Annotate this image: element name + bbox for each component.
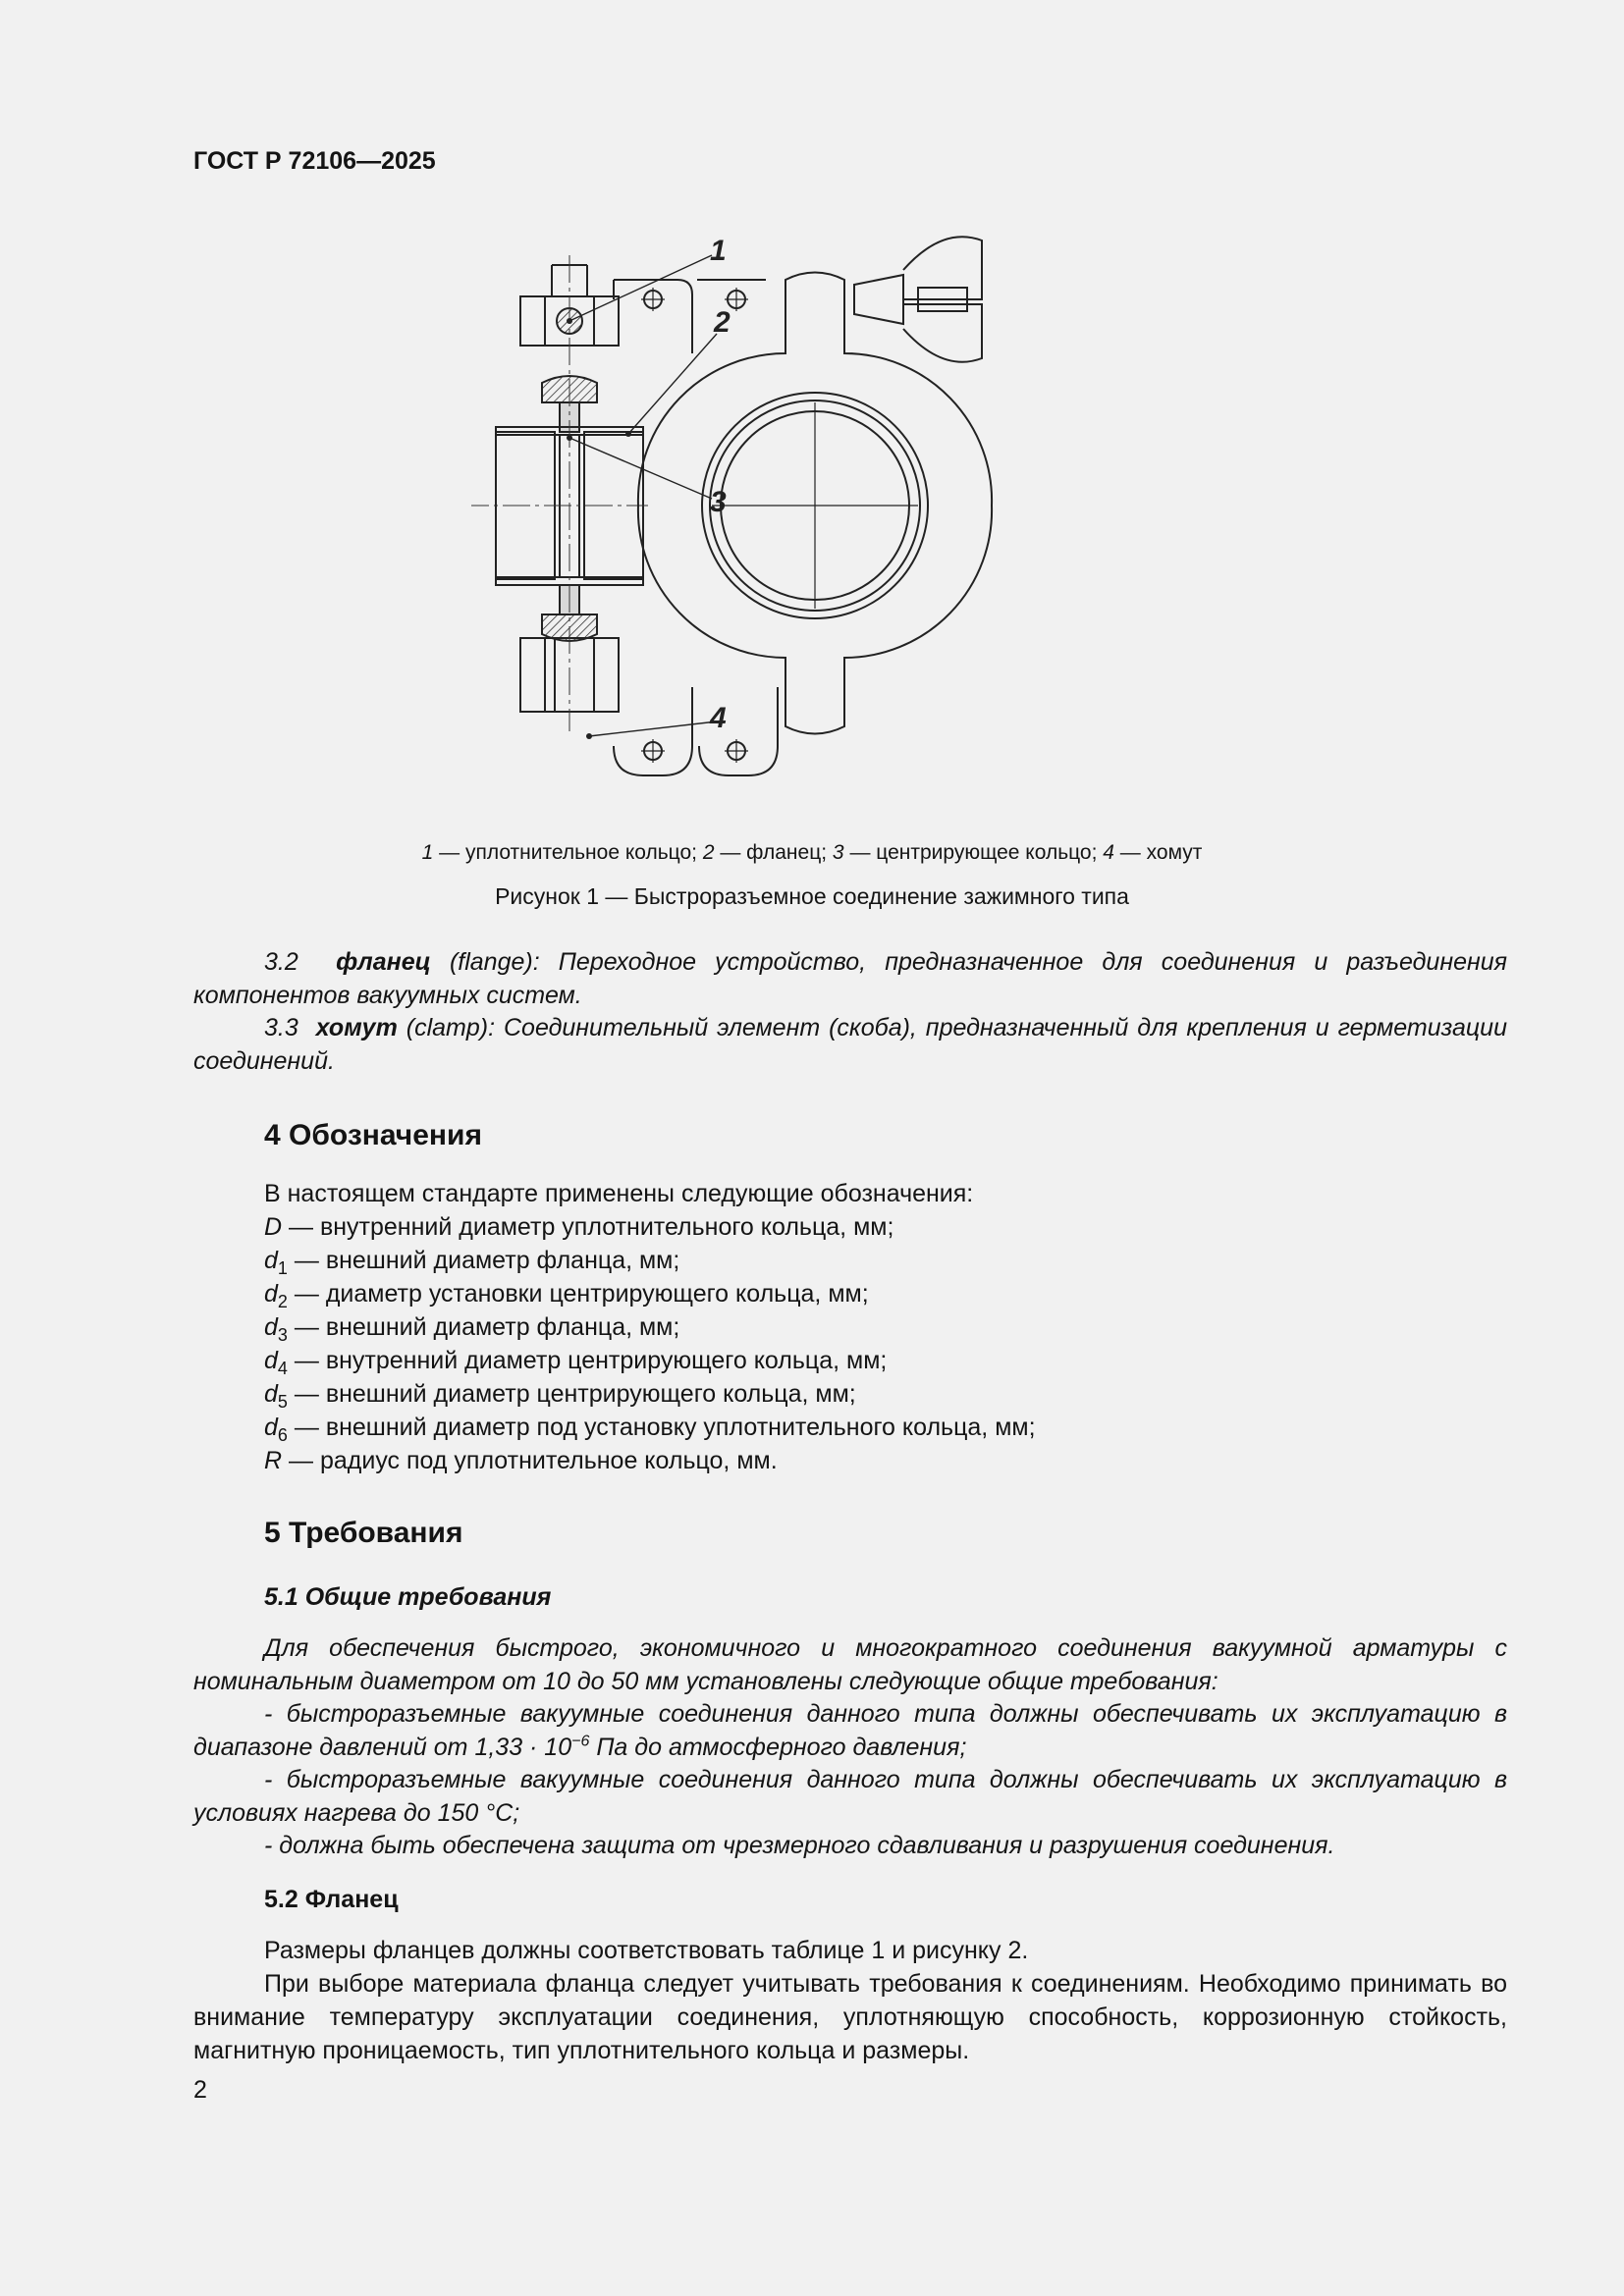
symbol-list	[264, 1210, 1036, 1477]
legend-text-1: — уплотнительное кольцо;	[433, 841, 703, 864]
legend-num-4: 4	[1103, 841, 1114, 864]
term-name: хомут	[315, 1014, 398, 1041]
term-3-3	[193, 1011, 1507, 1078]
term-name: фланец	[336, 948, 431, 976]
symbol-item: $d_2$ — диаметр установки центрирующего кольца, мм;	[264, 1280, 869, 1311]
subsection-5-1-title: 5.1 Общие требования	[264, 1583, 552, 1611]
symbol-item: $d_5$ — внешний диаметр центрирующего кольца, мм;	[264, 1380, 856, 1412]
term-3-2	[193, 945, 1507, 1012]
callout-1: 1	[710, 235, 727, 267]
symbol-item: $d_4$ — внутренний диаметр центрирующего кольца, мм;	[264, 1347, 888, 1378]
legend-text-4: — хомут	[1113, 841, 1203, 864]
page-number: 2	[193, 2076, 207, 2104]
section-4-title: 4 Обозначения	[264, 1119, 482, 1151]
section-5-title: 5 Требования	[264, 1517, 463, 1549]
callout-2: 2	[714, 306, 731, 339]
legend-text-3: — центрирующее кольцо;	[843, 841, 1104, 864]
term-number: 3.2	[264, 948, 298, 976]
symbol-item: $d_3$ — внешний диаметр фланца, мм;	[264, 1313, 680, 1345]
front-view	[614, 237, 992, 775]
para-5-1-intro: Для обеспечения быстрого, экономичного и многократного соединения вакуумной арматуры с номинальным диаметром от 10 до 50 мм установлены следующие общие требования:	[193, 1634, 1507, 1695]
bullet-protection: - должна быть обеспечена защита от чрезмерного сдавливания и разрушения соединения.	[264, 1832, 1335, 1859]
bullet-pressure-range: - быстроразъемные вакуумные соединения данного типа должны обеспечивать их эксплуатацию в диапазоне давлений от $1,33 \cdot 10^{-6}$ Па до атмосферного давления;	[193, 1700, 1507, 1761]
para-5-2-dimensions: Размеры фланцев должны соответствовать таблице 1 и рисунку 2.	[264, 1937, 1029, 1964]
figure-caption: Рисунок 1 — Быстроразъемное соединение зажимного типа	[495, 883, 1129, 909]
figure-drawing	[471, 226, 1286, 815]
document-code: ГОСТ Р 72106—2025	[193, 147, 436, 175]
term-definition: Переходное устройство, предназначенное для соединения и разъединения компонентов вакуумных систем.	[193, 948, 1507, 1009]
legend-num-1: 1	[421, 841, 434, 864]
front-centerlines	[641, 288, 918, 763]
legend-text-2: — фланец;	[714, 841, 833, 864]
symbol-item: $d_6$ — внешний диаметр под установку уплотнительного кольца, мм;	[264, 1414, 1036, 1445]
symbol-item: R — радиус под уплотнительное кольцо, мм.	[264, 1447, 778, 1474]
legend-num-3: 3	[832, 841, 844, 864]
bolt-holes	[644, 291, 745, 760]
subsection-5-2-title: 5.2 Фланец	[264, 1886, 399, 1913]
term-number: 3.3	[264, 1014, 298, 1041]
callout-3: 3	[710, 486, 727, 518]
figure-legend	[0, 841, 1624, 865]
para-5-2-material: При выборе материала фланца следует учитывать требования к соединениям. Необходимо принимать во внимание температуру эксплуатации соединения, уплотняющую способность, коррозионную стойкость, магнитную проницаемость, тип уплотнительного кольца и размеры.	[193, 1970, 1507, 2064]
term-definition: Соединительный элемент (скоба), предназначенный для крепления и герметизации соединений.	[193, 1014, 1507, 1075]
bullet-heating: - быстроразъемные вакуумные соединения данного типа должны обеспечивать их эксплуатацию в условиях нагрева до 150 °С;	[193, 1766, 1507, 1827]
callout-4: 4	[710, 702, 727, 734]
legend-num-2: 2	[702, 841, 715, 864]
symbol-item: $d_1$ — внешний диаметр фланца, мм;	[264, 1247, 680, 1278]
term-english: (flange):	[430, 948, 559, 976]
term-english: (clamp):	[397, 1014, 504, 1041]
symbol-item: D — внутренний диаметр уплотнительного кольца, мм;	[264, 1213, 894, 1241]
section-4-intro: В настоящем стандарте применены следующие обозначения:	[264, 1180, 974, 1207]
